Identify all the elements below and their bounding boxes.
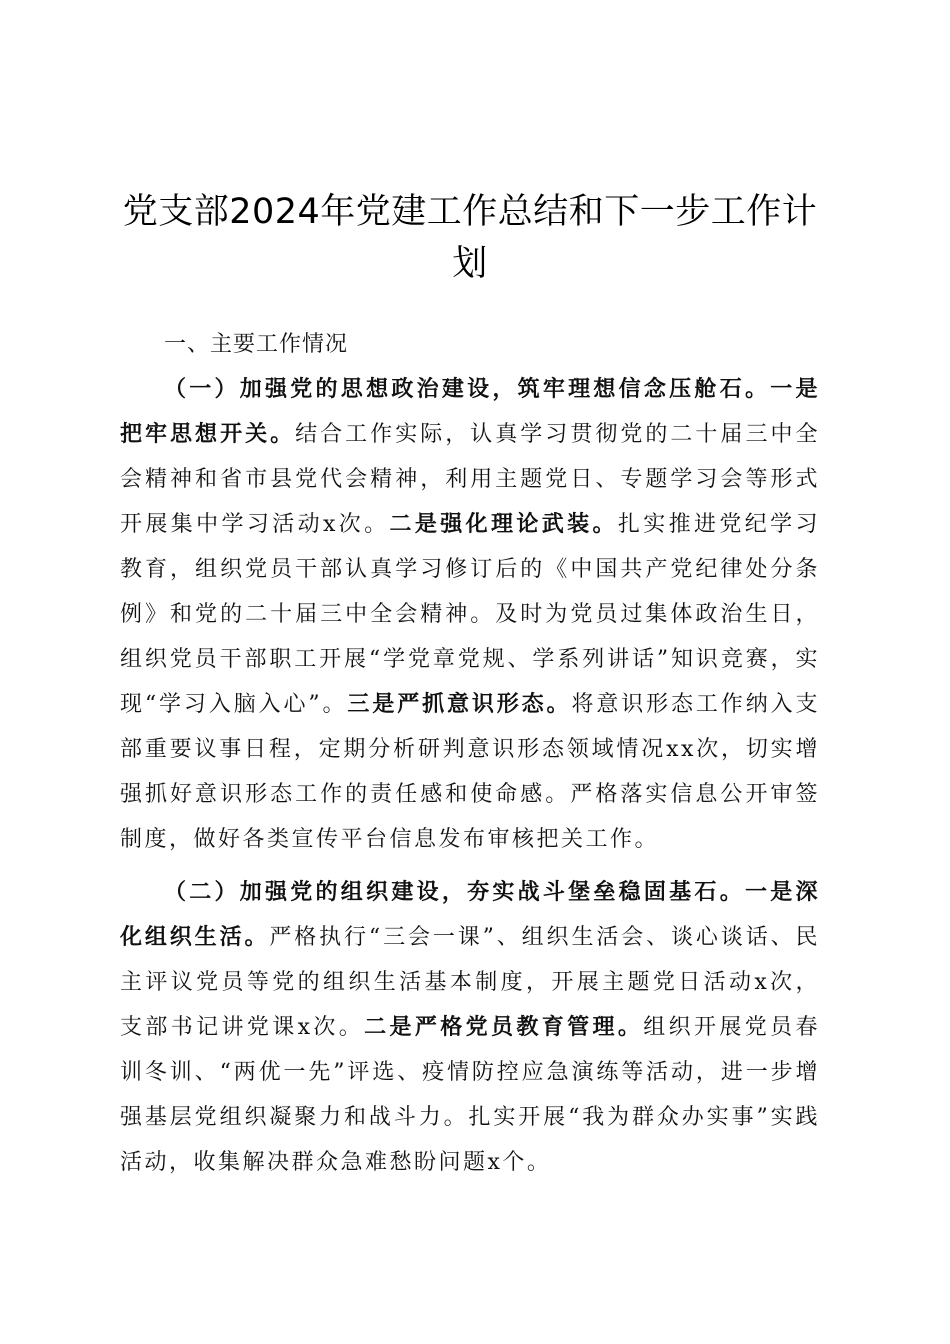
- item-text: 扎实推进党纪学习教育，组织党员干部认真学习修订后的《中国共产党纪律处分条例》和党的二十届三中全会精神。及时为党员过集体政治生日，组织党员干部职工开展“学党章党规、学系列讲话”知识竞赛，实现“学习入脑入心”。: [120, 512, 820, 717]
- item-label: 一是把牢思想开关。: [120, 377, 820, 447]
- item-label: 一是深化组织生活。: [120, 880, 820, 950]
- document-title: 党支部2024年党建工作总结和下一步工作计划: [122, 192, 818, 284]
- paragraph-organization: [120, 870, 820, 1185]
- item-label: 二是强化理论武装。: [389, 512, 618, 537]
- document-body: [120, 322, 820, 1185]
- item-label: 三是严抓意识形态。: [347, 692, 572, 717]
- paragraph-ideology: [120, 367, 820, 862]
- item-text: 将意识形态工作纳入支部重要议事日程，定期分析研判意识形态领域情况xx次，切实增强抓好意识形态工作的责任感和使命感。严格落实信息公开审签制度，做好各类宣传平台信息发布审核把关工作。: [120, 692, 820, 852]
- paragraph-lead: （二）加强党的组织建设，夯实战斗堡垒稳固基石。: [164, 880, 745, 905]
- item-label: 二是严格党员教育管理。: [364, 1015, 644, 1040]
- paragraph-lead: （一）加强党的思想政治建设，筑牢理想信念压舱石。: [164, 377, 771, 402]
- item-text: 组织开展党员春训冬训、“两优一先”评选、疫情防控应急演练等活动，进一步增强基层党组织凝聚力和战斗力。扎实开展“我为群众办实事”实践活动，收集解决群众急难愁盼问题x个。: [120, 1015, 820, 1175]
- item-text: 严格执行“三会一课”、组织生活会、谈心谈话、民主评议党员等党的组织生活基本制度，开展主题党日活动x次，支部书记讲党课x次。: [120, 925, 820, 1040]
- item-text: 结合工作实际，认真学习贯彻党的二十届三中全会精神和省市县党代会精神，利用主题党日、专题学习会等形式开展集中学习活动x次。: [120, 422, 820, 537]
- section-heading: 一、主要工作情况: [164, 332, 349, 357]
